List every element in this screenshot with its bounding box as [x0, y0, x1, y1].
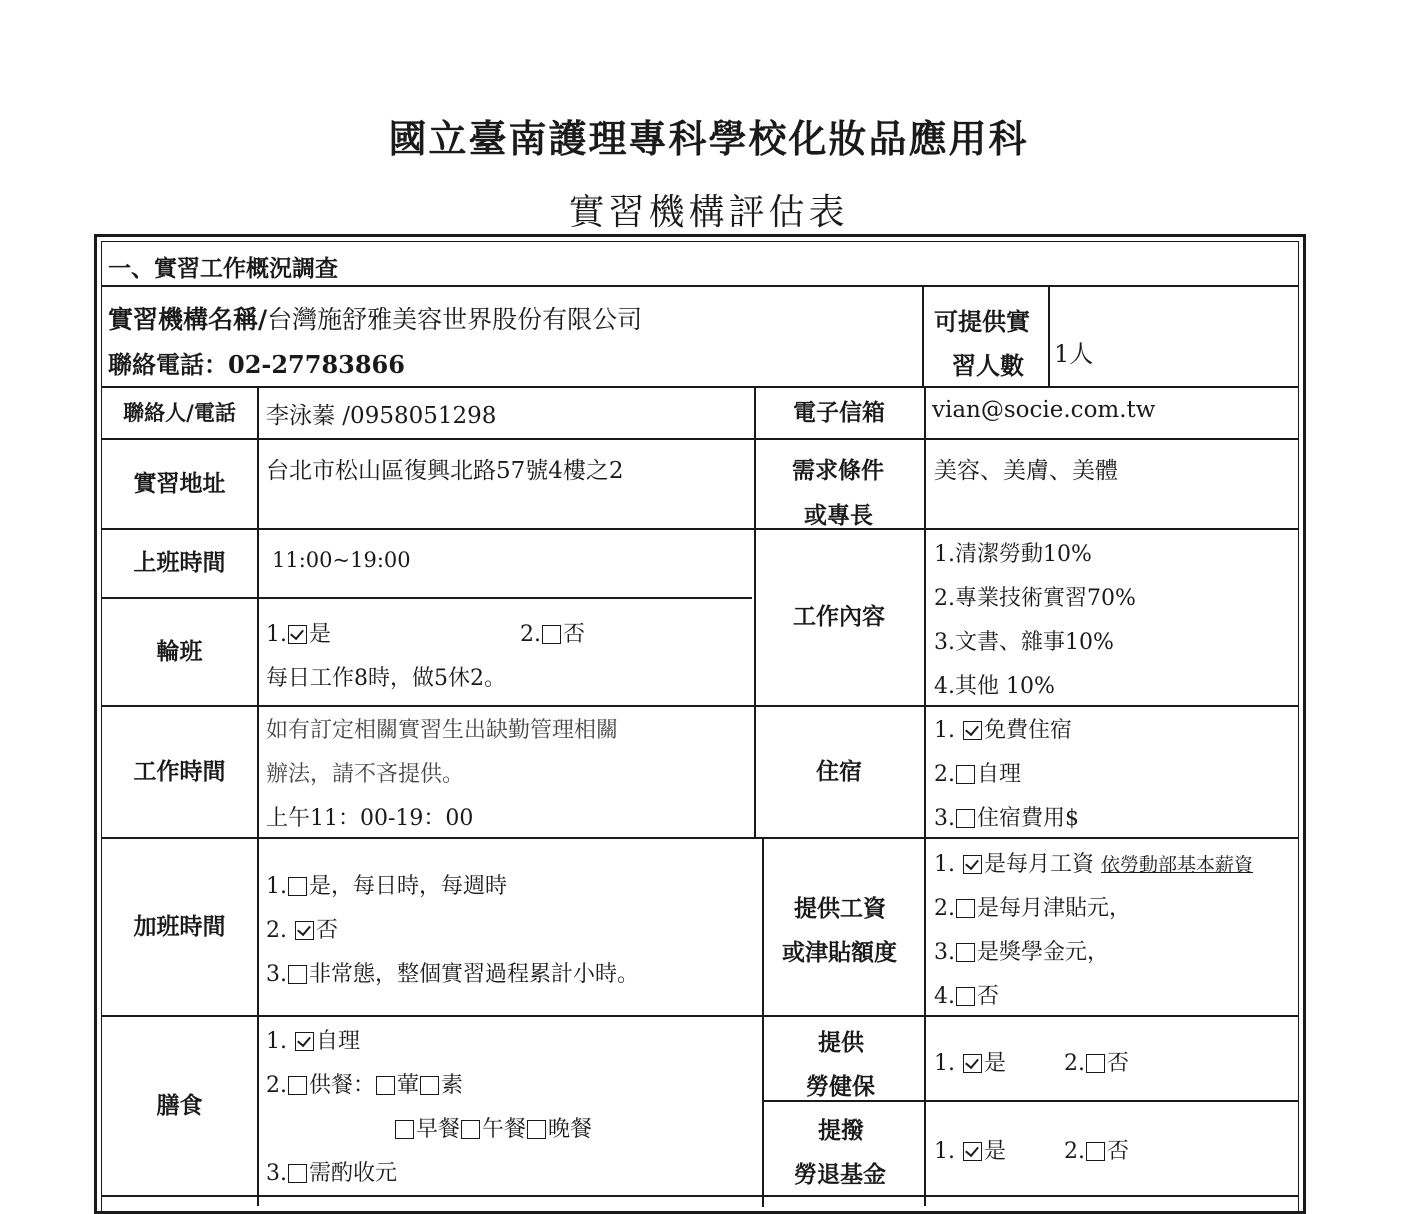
shift-note: 每日工作8時，做5休2。 [266, 666, 506, 691]
work-content-item: 3.文書、雜事10% [934, 630, 1114, 655]
work-content-item: 2.專業技術實習70% [934, 586, 1136, 611]
checkbox[interactable] [420, 1076, 439, 1095]
option-text: 自理 [316, 1029, 361, 1054]
option-text: 否 [977, 984, 1000, 1009]
checked-checkbox[interactable] [288, 625, 307, 644]
option-number: 1. [266, 874, 287, 899]
row-divider [102, 705, 1298, 707]
col-divider [257, 386, 259, 1206]
req-label-2: 或專長 [804, 502, 873, 529]
meal-option [266, 1024, 360, 1055]
option-number: 2. [1064, 1139, 1085, 1164]
row-divider [102, 1015, 1298, 1017]
pay-option [934, 891, 1131, 922]
pay-label-2: 或津貼額度 [782, 939, 897, 966]
overtime-option [266, 869, 507, 900]
row-divider [102, 285, 1298, 287]
option-text: 自理 [977, 762, 1022, 787]
pension-label-2: 勞退基金 [794, 1161, 886, 1188]
org-name: 台灣施舒雅美容世界股份有限公司 [267, 305, 643, 334]
checked-checkbox[interactable] [295, 921, 314, 940]
option-text: 是每月工資 [984, 852, 1095, 877]
option-number: 2. [266, 918, 287, 943]
capacity-label-2: 習人數 [952, 351, 1024, 380]
meal-option [266, 1068, 463, 1099]
option-number: 3. [934, 940, 955, 965]
checkbox[interactable] [288, 1164, 307, 1183]
checkbox[interactable] [956, 987, 975, 1006]
pay-note: 依勞動部基本薪資 [1101, 854, 1254, 876]
checkbox[interactable] [542, 625, 561, 644]
capacity-label-1: 可提供實 [934, 307, 1030, 336]
document-subtitle: 實習機構評估表 [568, 192, 849, 233]
worktime-note: 如有訂定相關實習生出缺勤管理相關 [266, 718, 619, 743]
overtime-label: 加班時間 [133, 912, 226, 940]
checkbox[interactable] [376, 1076, 395, 1095]
worktime-note: 辦法，請不吝提供。 [266, 762, 465, 787]
insurance-option-yes [934, 1046, 1006, 1077]
option-number: 1. [934, 1139, 955, 1164]
req-label-1: 需求條件 [792, 457, 884, 484]
option-text: 是 [984, 1139, 1007, 1164]
work-content-item: 1.清潔勞動10% [934, 542, 1092, 567]
option-text: 是每月津貼元， [977, 896, 1132, 921]
option-number: 2. [934, 896, 955, 921]
org-line [108, 300, 642, 336]
row-divider [102, 438, 1298, 440]
checkbox[interactable] [288, 877, 307, 896]
option-number: 1. [266, 622, 287, 647]
option-text: 是，每日時，每週時 [309, 874, 508, 899]
option-text: 需酌收元 [309, 1161, 398, 1186]
option-number: 2. [520, 622, 541, 647]
checkbox[interactable] [288, 1076, 307, 1095]
option-number: 1. [934, 852, 955, 877]
lodging-option [934, 757, 1021, 788]
email-label: 電子信箱 [793, 398, 885, 426]
checkbox[interactable] [527, 1120, 546, 1139]
option-text: 葷 [397, 1073, 420, 1098]
option-number: 2. [1064, 1051, 1085, 1076]
shift-option-no [520, 617, 585, 648]
meal-option [266, 1156, 397, 1187]
pension-option-yes [934, 1134, 1006, 1165]
contact-label: 聯絡人/電話 [123, 399, 236, 425]
pay-option [934, 935, 1109, 966]
option-number: 2. [266, 1073, 287, 1098]
row-divider [102, 1195, 1298, 1197]
checkbox[interactable] [956, 809, 975, 828]
document-title: 國立臺南護理專科學校化妝品應用科 [388, 116, 1029, 161]
insurance-label-2: 勞健保 [806, 1073, 875, 1100]
option-number: 2. [934, 762, 955, 787]
evaluation-table [94, 234, 1306, 1214]
row-divider [102, 386, 1298, 388]
hours-value: 11:00~19:00 [272, 548, 411, 572]
checked-checkbox[interactable] [295, 1032, 314, 1051]
row-divider [102, 528, 1298, 530]
option-text: 免費住宿 [984, 718, 1073, 743]
contact-value: 李泳蓁 /0958051298 [266, 403, 497, 429]
option-number: 1. [266, 1029, 287, 1054]
option-text: 供餐： [309, 1073, 376, 1098]
address-label: 實習地址 [133, 469, 226, 497]
hours-label: 上班時間 [133, 549, 226, 576]
phone-value: 02-27783866 [228, 350, 405, 379]
worktime-value: 上午11：00-19：00 [266, 806, 474, 831]
option-number: 1. [934, 718, 955, 743]
option-text: 否 [563, 622, 586, 647]
col-divider [762, 837, 764, 1207]
col-divider [922, 285, 924, 386]
checkbox[interactable] [288, 965, 307, 984]
checked-checkbox[interactable] [963, 1054, 982, 1073]
overtime-option [266, 957, 639, 988]
option-text: 早餐 [416, 1117, 461, 1142]
lodging-label: 住宿 [816, 757, 862, 785]
option-text: 否 [1107, 1139, 1130, 1164]
col-divider [924, 386, 926, 1206]
option-text: 素 [441, 1073, 464, 1098]
email-value: vian@socie.com.tw [932, 397, 1156, 423]
checked-checkbox[interactable] [963, 721, 982, 740]
checkbox[interactable] [956, 943, 975, 962]
checked-checkbox[interactable] [963, 1142, 982, 1161]
option-number: 3. [266, 962, 287, 987]
option-text: 午餐 [482, 1117, 527, 1142]
work-content-item: 4.其他 10% [934, 674, 1055, 699]
pension-option-no [1064, 1134, 1129, 1165]
option-text: 住宿費用$ [977, 806, 1079, 831]
pay-option [934, 979, 999, 1010]
col-divider [1048, 285, 1050, 386]
option-text: 否 [316, 918, 339, 943]
overtime-option [266, 913, 338, 944]
meal-label: 膳食 [156, 1091, 203, 1119]
pension-label-1: 提撥 [818, 1117, 864, 1144]
section-heading: 一、實習工作概況調查 [108, 255, 338, 282]
option-text: 是 [309, 622, 332, 647]
lodging-option [934, 713, 1072, 744]
shift-option-yes [266, 617, 331, 648]
option-text: 是獎學金元， [977, 940, 1110, 965]
checkbox[interactable] [1086, 1054, 1105, 1073]
req-value: 美容、美膚、美體 [934, 458, 1118, 484]
pay-option [934, 847, 1253, 878]
option-number: 4. [934, 984, 955, 1009]
table-inner [101, 241, 1299, 1211]
checked-checkbox[interactable] [963, 855, 982, 874]
option-number: 3. [266, 1161, 287, 1186]
org-label: 實習機構名稱/ [108, 305, 268, 334]
option-text: 是 [984, 1051, 1007, 1076]
checkbox[interactable] [461, 1120, 480, 1139]
option-text: 否 [1107, 1051, 1130, 1076]
checkbox[interactable] [956, 899, 975, 918]
worktime-label: 工作時間 [133, 757, 226, 785]
checkbox[interactable] [1086, 1142, 1105, 1161]
shift-label: 輪班 [156, 637, 203, 665]
option-text: 晚餐 [548, 1117, 593, 1142]
capacity-value: 1人 [1054, 340, 1094, 368]
insurance-option-no [1064, 1046, 1129, 1077]
address-value: 台北市松山區復興北路57號4樓之2 [266, 458, 624, 484]
pay-label-1: 提供工資 [794, 895, 886, 922]
option-number: 1. [934, 1051, 955, 1076]
option-number: 3. [934, 806, 955, 831]
phone-line [108, 345, 405, 380]
checkbox[interactable] [395, 1120, 414, 1139]
meal-times [394, 1112, 592, 1143]
checkbox[interactable] [956, 765, 975, 784]
lodging-option [934, 801, 1079, 832]
option-text: 非常態，整個實習過程累計小時。 [309, 962, 640, 987]
insurance-label-1: 提供 [818, 1029, 864, 1056]
phone-label: 聯絡電話： [108, 350, 228, 379]
work-content-label: 工作內容 [793, 603, 885, 630]
row-divider [102, 837, 1298, 839]
